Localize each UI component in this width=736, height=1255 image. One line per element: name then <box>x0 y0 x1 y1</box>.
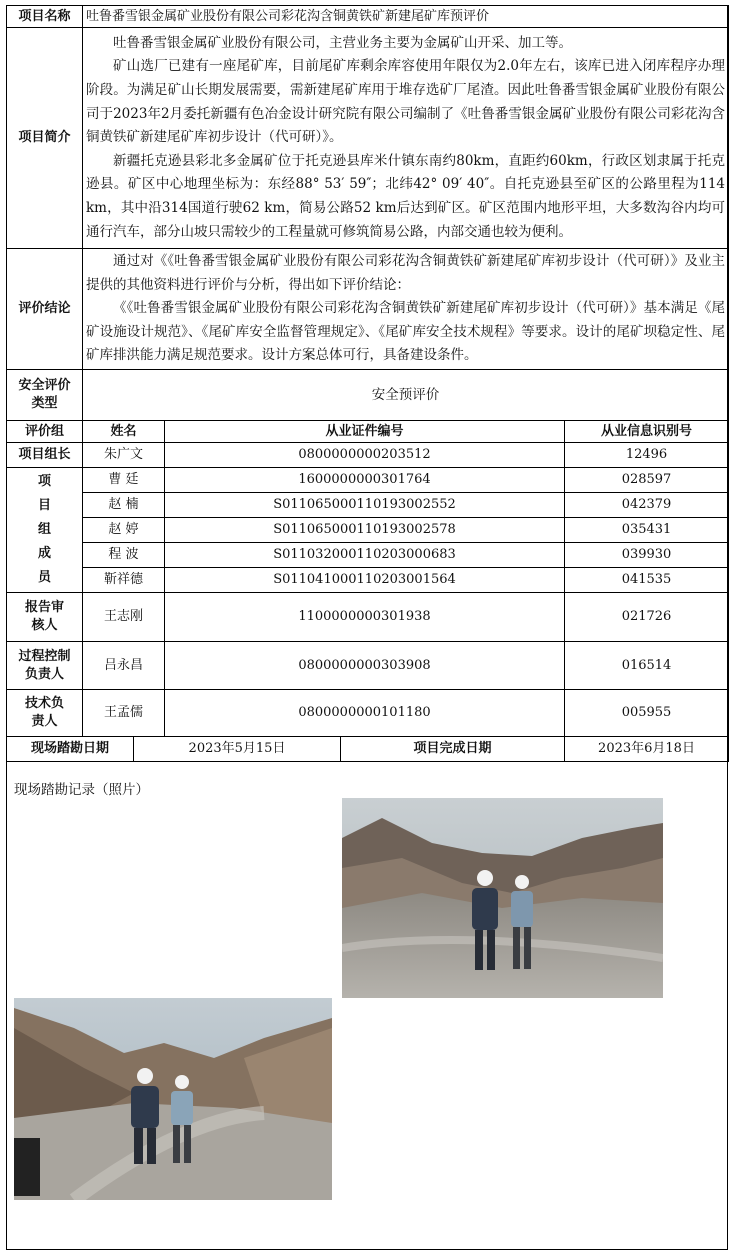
member-id: 035431 <box>565 518 729 543</box>
site-photo-2 <box>14 998 332 1200</box>
member-cert: 1600000000301764 <box>165 468 565 493</box>
member-name: 赵 婷 <box>83 518 165 543</box>
conclusion-label: 评价结论 <box>7 249 83 370</box>
process-name: 吕永昌 <box>83 642 165 690</box>
member-id: 028597 <box>565 468 729 493</box>
member-cert: S011041000110203001564 <box>165 568 565 593</box>
leader-id: 12496 <box>565 443 729 468</box>
tech-name: 王孟儒 <box>83 690 165 737</box>
member-cert: S011032000110203000683 <box>165 543 565 568</box>
name-header: 姓名 <box>83 421 165 443</box>
member-id: 041535 <box>565 568 729 593</box>
member-id: 042379 <box>565 493 729 518</box>
process-role: 过程控制负责人 <box>7 642 83 690</box>
member-name: 赵 楠 <box>83 493 165 518</box>
evaluation-table <box>6 5 729 762</box>
leader-name: 朱广文 <box>83 443 165 468</box>
member-id: 039930 <box>565 543 729 568</box>
member-name: 程 波 <box>83 543 165 568</box>
safety-type-value: 安全预评价 <box>83 370 729 421</box>
project-name-label: 项目名称 <box>7 6 83 28</box>
complete-date-label: 项目完成日期 <box>341 737 565 762</box>
group-header: 评价组 <box>7 421 83 443</box>
site-date-label: 现场踏勘日期 <box>7 737 134 762</box>
members-role-char: 员 <box>37 570 51 585</box>
leader-role: 项目组长 <box>7 443 83 468</box>
conclusion-paragraph-2: 《《吐鲁番雪银金属矿业股份有限公司彩花沟含铜黄铁矿新建尾矿库初步设计（代可研）》基本满足《尾矿设施设计规范》、《尾矿库安全监督管理规定》、《尾矿库安全技术规程》等要求。设计的尾矿坝稳定性、尾矿库排洪能力满足规范要求。设计方案总体可行，具备建设条件。 <box>86 300 726 364</box>
process-cert: 0800000000303908 <box>165 642 565 690</box>
process-id: 016514 <box>565 642 729 690</box>
intro-paragraph-2: 矿山选厂已建有一座尾矿库，目前尾矿库剩余库容使用年限仅为2.0年左右，该库已进入闭库程序办理阶段。为满足矿山长期发展需要，需新建尾矿库用于堆存选矿厂尾渣。因此吐鲁番雪银金属矿业股份有限公司于2023年2月委托新疆有色冶金设计研究院有限公司编制了《吐鲁番雪银金属矿业股份有限公司彩花沟含铜黄铁矿新建尾矿库初步设计（代可研）》。 <box>86 58 726 146</box>
evaluation-conclusion <box>83 249 729 370</box>
photo-record-label: 现场踏勘记录（照片） <box>14 782 149 798</box>
members-role-char: 成 <box>37 546 51 561</box>
intro-paragraph-3: 新疆托克逊县彩北多金属矿位于托克逊县库米什镇东南约80km，直距约60km，行政区划隶属于托克逊县。矿区中心地理坐标为：东经88° 53′ 59″；北纬42° 09′ 40″。自托克逊县至矿区的公路里程为114 km，其中沿314国道行驶62 km，简易公路52 km后达到矿区。矿区范围内地形平坦，大多数沟谷内均可通行汽车，部分山坡只需较少的工程量就可修筑简易公路，内部交通也较为便利。 <box>86 152 726 240</box>
tech-role: 技术负责人 <box>7 690 83 737</box>
tech-cert: 0800000000101180 <box>165 690 565 737</box>
info-id-header: 从业信息识别号 <box>565 421 729 443</box>
project-name: 吐鲁番雪银金属矿业股份有限公司彩花沟含铜黄铁矿新建尾矿库预评价 <box>83 6 729 28</box>
project-intro <box>83 28 729 249</box>
cert-header: 从业证件编号 <box>165 421 565 443</box>
member-cert: S011065000110193002578 <box>165 518 565 543</box>
reviewer-role: 报告审核人 <box>7 593 83 642</box>
member-name: 曹 廷 <box>83 468 165 493</box>
complete-date: 2023年6月18日 <box>565 737 729 762</box>
safety-type-label: 安全评价类型 <box>7 370 83 421</box>
members-role <box>7 468 83 593</box>
intro-paragraph-1: 吐鲁番雪银金属矿业股份有限公司，主营业务主要为金属矿山开采、加工等。 <box>113 34 572 51</box>
members-role-char: 组 <box>37 522 51 537</box>
member-name: 靳祥德 <box>83 568 165 593</box>
project-intro-label: 项目简介 <box>7 28 83 249</box>
members-role-char: 项 <box>37 474 51 489</box>
reviewer-name: 王志刚 <box>83 593 165 642</box>
site-date: 2023年5月15日 <box>134 737 341 762</box>
member-cert: S011065000110193002552 <box>165 493 565 518</box>
reviewer-cert: 1100000000301938 <box>165 593 565 642</box>
conclusion-paragraph-1: 通过对《《吐鲁番雪银金属矿业股份有限公司彩花沟含铜黄铁矿新建尾矿库初步设计（代可研）》及业主提供的其他资料进行评价与分析，得出如下评价结论： <box>86 253 726 293</box>
tech-id: 005955 <box>565 690 729 737</box>
site-photo-1 <box>342 798 663 998</box>
members-role-char: 目 <box>37 498 51 513</box>
reviewer-id: 021726 <box>565 593 729 642</box>
leader-cert: 0800000000203512 <box>165 443 565 468</box>
